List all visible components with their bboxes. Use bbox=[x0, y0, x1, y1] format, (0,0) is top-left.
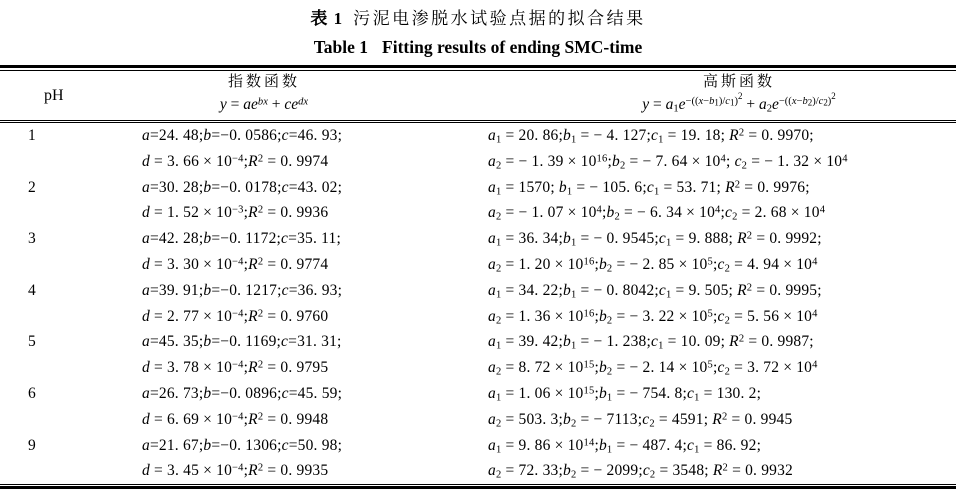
exp-params-line1: a=24. 48;b=−0. 0586;c=46. 93; bbox=[142, 127, 343, 144]
ph-value: 9 bbox=[28, 436, 36, 454]
gauss-fit-cell bbox=[482, 175, 956, 227]
ph-value: 4 bbox=[28, 281, 36, 299]
ph-value: 2 bbox=[28, 178, 36, 196]
exp-params-line2: d = 3. $30 \times 10^{-4};R^2 = 0$. 9774 bbox=[142, 255, 329, 273]
gauss-function-name: 高斯函数 bbox=[702, 74, 775, 90]
table-row bbox=[0, 123, 956, 175]
gauss-params-line2: $a_2$ = − 1. $39 \times 10^{16};b_2$ = − 7. $64 \times 10^4$; $c_2$ = − 1. $32 \times 10^4$ bbox=[488, 152, 848, 172]
exp-fit-cell bbox=[90, 381, 482, 433]
gauss-params-line2: $a_2 = 8$. $72 \times 10^{15};b_2$ = − 2. $14 \times 10^5;c_2 = 3$. $72 \times 10^4$ bbox=[488, 359, 818, 378]
gauss-params-line2: $a_2 = 503$. $3;b_2$ = − $7113;c_2 = 4591$; $R^2 = 0$. 9945 bbox=[488, 410, 793, 430]
gauss-function-formula: $y = a_1e^{-((x-b_1)/c_1)^2} + a_2e^{-((x-b_2)/c_2)^2}$ bbox=[642, 91, 836, 115]
table-row bbox=[0, 226, 956, 278]
exp-params-line2: d = 3. $66 \times 10^{-4};R^2 = 0$. 9974 bbox=[142, 152, 329, 170]
gauss-params-line1: $a_1 = 1$. $06 \times 10^{15};b_1$ = − 754. $8;c_1 = 130$. 2; bbox=[488, 384, 762, 404]
exp-fit-cell bbox=[90, 278, 482, 330]
column-header-ph: pH bbox=[44, 86, 64, 104]
table-bottom-rule bbox=[0, 484, 956, 489]
gauss-params-line2: $a_2 = 72$. $33;b_2$ = − $2099;c_2 = 3548$; $R^2 = 0$. 9932 bbox=[488, 462, 794, 481]
exp-params-line2: d = 6. $69 \times 10^{-4};R^2 = 0$. 9948 bbox=[142, 410, 329, 428]
ph-value: 5 bbox=[28, 333, 36, 351]
gauss-params-line1: $a_1 = 9$. $86 \times 10^{14};b_1$ = − 487. $4;c_1 = 86$. 92; bbox=[488, 436, 762, 455]
exp-params-line2: d = 3. $78 \times 10^{-4};R^2 = 0$. 9795 bbox=[142, 359, 329, 377]
exp-params-line1: a=30. 28;b=−0. 0178;c=43. 02; bbox=[142, 178, 343, 196]
gauss-fit-cell bbox=[482, 433, 956, 485]
table-row bbox=[0, 433, 956, 485]
exp-function-name: 指数函数 bbox=[227, 74, 300, 90]
exp-params-line1: a=42. 28;b=−0. 1172;c=35. 11; bbox=[142, 230, 341, 248]
gauss-params-line1: $a_1 = 36$. $34;b_1$ = − 0. $9545;c_1 = 9$. 888; $R^2 = 0$. 9992; bbox=[488, 230, 822, 249]
gauss-fit-cell bbox=[482, 278, 956, 330]
table-row bbox=[0, 278, 956, 330]
table-number-cn: 表 1 bbox=[310, 9, 344, 28]
table-row bbox=[0, 175, 956, 227]
ph-value: 1 bbox=[28, 127, 36, 144]
table-header-row bbox=[0, 71, 956, 120]
exp-fit-cell bbox=[90, 329, 482, 381]
gauss-params-line1: $a_1 = 1570$; $b_1$ = − 105. $6;c_1 = 53$. 71; $R^2 = 0$. 9976; bbox=[488, 178, 810, 197]
table-title-chinese bbox=[0, 8, 956, 30]
exp-fit-cell bbox=[90, 226, 482, 278]
ph-value: 3 bbox=[28, 230, 36, 248]
gauss-params-line1: $a_1 = 39$. $42;b_1$ = − 1. $238;c_1 = 10$. 09; $R^2 = 0$. 9987; bbox=[488, 333, 814, 352]
exp-params-line1: a=26. 73;b=−0. 0896;c=45. 59; bbox=[142, 384, 343, 402]
gauss-fit-cell bbox=[482, 226, 956, 278]
exp-fit-cell bbox=[90, 123, 482, 175]
column-header-exponential bbox=[90, 71, 482, 120]
exp-params-line2: d = 3. $45 \times 10^{-4};R^2 = 0$. 9935 bbox=[142, 462, 329, 480]
gauss-params-line2: $a_2 = 1$. $36 \times 10^{16};b_2$ = − 3. $22 \times 10^5;c_2 = 5$. $56 \times 10^4$ bbox=[488, 307, 818, 326]
table-caption-cn: 污泥电渗脱水试验点据的拟合结果 bbox=[353, 9, 646, 28]
gauss-fit-cell bbox=[482, 329, 956, 381]
exp-params-line2: d = 2. $77 \times 10^{-4};R^2 = 0$. 9760 bbox=[142, 307, 329, 325]
exp-function-formula: $y = ae^{bx} + ce^{dx}$ bbox=[219, 96, 309, 113]
exp-params-line1: a=45. 35;b=−0. 1169;c=31. 31; bbox=[142, 333, 342, 351]
table-row bbox=[0, 329, 956, 381]
ph-value: 6 bbox=[28, 384, 36, 402]
exp-fit-cell bbox=[90, 433, 482, 485]
exp-params-line2: d = 1. $52 \times 10^{-3};R^2 = 0$. 9936 bbox=[142, 204, 329, 222]
gauss-fit-cell bbox=[482, 123, 956, 175]
table-row bbox=[0, 381, 956, 433]
table-number-en: Table 1 bbox=[313, 37, 369, 57]
exp-fit-cell bbox=[90, 175, 482, 227]
gauss-fit-cell bbox=[482, 381, 956, 433]
table-caption-en: Fitting results of ending SMC-time bbox=[382, 37, 643, 57]
gauss-params-line2: $a_2 = 1$. $20 \times 10^{16};b_2$ = − 2. $85 \times 10^5;c_2 = 4$. $94 \times 10^4$ bbox=[488, 255, 818, 275]
gauss-params-line1: $a_1 = 20$. $86;b_1$ = − 4. $127;c_1 = 19$. 18; $R^2 = 0$. 9970; bbox=[488, 127, 814, 146]
table-title-english bbox=[0, 35, 956, 59]
column-header-gaussian bbox=[482, 71, 956, 120]
exp-params-line1: a=21. 67;b=−0. 1306;c=50. 98; bbox=[142, 436, 343, 454]
gauss-params-line1: $a_1 = 34$. $22;b_1$ = − 0. $8042;c_1 = 9$. 505; $R^2 = 0$. 9995; bbox=[488, 281, 822, 301]
table-body bbox=[0, 123, 956, 484]
exp-params-line1: a=39. 91;b=−0. 1217;c=36. 93; bbox=[142, 281, 343, 299]
gauss-params-line2: $a_2$ = − 1. $07 \times 10^4;b_2$ = − 6. $34 \times 10^4;c_2 = 2$. $68 \times 10^4$ bbox=[488, 204, 826, 223]
